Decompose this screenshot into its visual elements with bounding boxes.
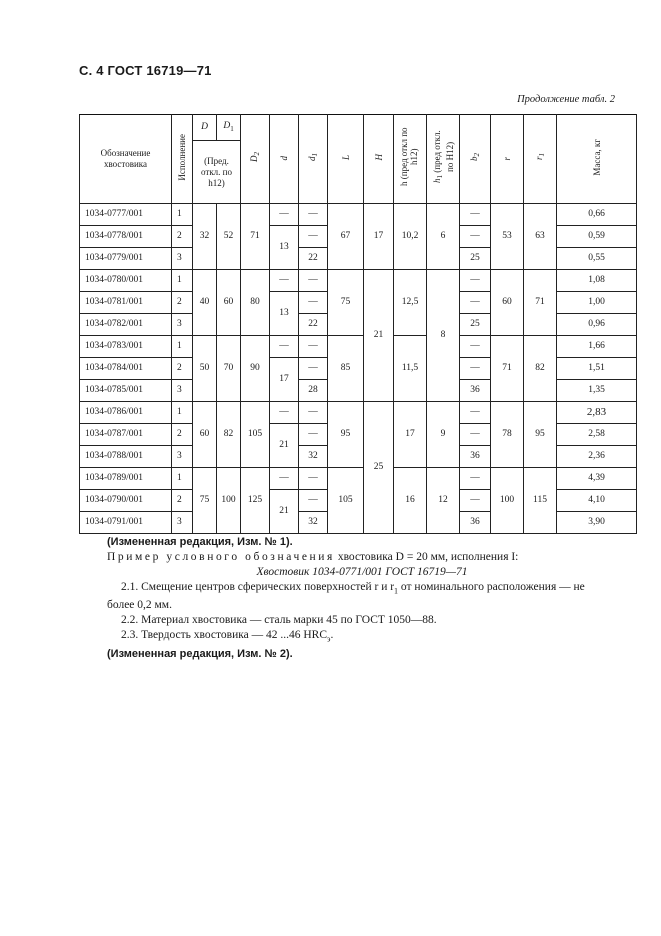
cell-mass: 0,66 <box>557 204 637 226</box>
cell-h1: 8 <box>427 270 460 402</box>
cell-h: 16 <box>394 468 427 534</box>
header-b2: $b_2$ <box>460 115 491 204</box>
cell-mass: 1,35 <box>557 380 637 402</box>
cell-d1: — <box>299 424 328 446</box>
cell-designation: 1034-0788/001 <box>80 446 172 468</box>
cell-d1: — <box>299 490 328 512</box>
cell-r1: 71 <box>524 270 557 336</box>
cell-h: 10,2 <box>394 204 427 270</box>
cell-b2: — <box>460 358 491 380</box>
cell-execution: 3 <box>172 446 193 468</box>
cell-b2: — <box>460 204 491 226</box>
example-code: Хвостовик 1034-0771/001 ГОСТ 16719—71 <box>256 566 468 578</box>
cell-D2: 90 <box>241 336 270 402</box>
cell-designation: 1034-0782/001 <box>80 314 172 336</box>
clause-2-2: 2.2. Материал хвостовика — сталь марки 45 по ГОСТ 1050—88. <box>121 614 437 627</box>
header-D: D <box>193 115 217 141</box>
header-d: d <box>270 115 299 204</box>
cell-d1: — <box>299 468 328 490</box>
cell-h1: 6 <box>427 204 460 270</box>
page-header: С. 4 ГОСТ 16719—71 <box>79 63 212 78</box>
table-row <box>80 204 637 226</box>
cell-D2: 105 <box>241 402 270 468</box>
header-r1: $r_1$ <box>524 115 557 204</box>
cell-mass: 2,58 <box>557 424 637 446</box>
cell-d1: — <box>299 402 328 424</box>
change-note-1: (Измененная редакция, Изм. № 1). <box>107 536 293 548</box>
cell-execution: 3 <box>172 380 193 402</box>
cell-L: 105 <box>328 468 364 534</box>
cell-b2: — <box>460 424 491 446</box>
cell-d: 17 <box>270 358 299 402</box>
cell-execution: 1 <box>172 402 193 424</box>
cell-b2: — <box>460 336 491 358</box>
cell-execution: 2 <box>172 226 193 248</box>
notes-section <box>107 535 617 662</box>
header-L: L <box>328 115 364 204</box>
cell-d1: 22 <box>299 248 328 270</box>
cell-d: — <box>270 204 299 226</box>
cell-execution: 2 <box>172 424 193 446</box>
cell-D2: 125 <box>241 468 270 534</box>
cell-h: 17 <box>394 402 427 468</box>
cell-designation: 1034-0784/001 <box>80 358 172 380</box>
cell-L: 67 <box>328 204 364 270</box>
cell-b2: — <box>460 490 491 512</box>
cell-r1: 95 <box>524 402 557 468</box>
cell-r1: 115 <box>524 468 557 534</box>
cell-d: — <box>270 336 299 358</box>
table-row <box>80 336 637 358</box>
cell-execution: 3 <box>172 248 193 270</box>
cell-mass: 2,36 <box>557 446 637 468</box>
cell-L: 75 <box>328 270 364 336</box>
cell-b2: 25 <box>460 248 491 270</box>
cell-designation: 1034-0791/001 <box>80 512 172 534</box>
cell-execution: 3 <box>172 314 193 336</box>
cell-d: — <box>270 402 299 424</box>
cell-D: 40 <box>193 270 217 336</box>
cell-h: 11,5 <box>394 336 427 402</box>
dimensions-table <box>79 114 637 534</box>
cell-mass: 0,96 <box>557 314 637 336</box>
table-row <box>80 402 637 424</box>
header-mass: Масса, кг <box>557 115 637 204</box>
cell-d: 21 <box>270 424 299 468</box>
cell-mass: 4,10 <box>557 490 637 512</box>
cell-execution: 2 <box>172 490 193 512</box>
cell-designation: 1034-0780/001 <box>80 270 172 292</box>
cell-b2: — <box>460 270 491 292</box>
cell-execution: 1 <box>172 468 193 490</box>
header-D2: $D_2$ <box>241 115 270 204</box>
cell-r: 53 <box>491 204 524 270</box>
header-designation: Обозначение хвостовика <box>80 115 172 204</box>
cell-r: 78 <box>491 402 524 468</box>
cell-execution: 2 <box>172 358 193 380</box>
cell-designation: 1034-0785/001 <box>80 380 172 402</box>
cell-mass: 1,66 <box>557 336 637 358</box>
cell-d: 13 <box>270 226 299 270</box>
cell-execution: 2 <box>172 292 193 314</box>
cell-h1: 9 <box>427 402 460 468</box>
cell-designation: 1034-0779/001 <box>80 248 172 270</box>
cell-designation: 1034-0789/001 <box>80 468 172 490</box>
cell-D1: 52 <box>217 204 241 270</box>
cell-d1: 28 <box>299 380 328 402</box>
table-row <box>80 270 637 292</box>
cell-d1: 22 <box>299 314 328 336</box>
cell-d: 21 <box>270 490 299 534</box>
header-tolerance: (Пред. откл. по h12) <box>193 141 241 204</box>
cell-r: 71 <box>491 336 524 402</box>
cell-d1: — <box>299 226 328 248</box>
cell-d1: — <box>299 336 328 358</box>
cell-H: 21 <box>364 270 394 402</box>
cell-mass: 1,51 <box>557 358 637 380</box>
cell-b2: 36 <box>460 446 491 468</box>
cell-mass: 3,90 <box>557 512 637 534</box>
clause-2-1-cont: более 0,2 мм. <box>107 599 172 612</box>
cell-D1: 60 <box>217 270 241 336</box>
cell-designation: 1034-0787/001 <box>80 424 172 446</box>
cell-D: 75 <box>193 468 217 534</box>
cell-b2: — <box>460 226 491 248</box>
cell-d1: — <box>299 270 328 292</box>
cell-designation: 1034-0778/001 <box>80 226 172 248</box>
clause-2-1: 2.1. Смещение центров сферических поверхностей r и $r_1$ от номинального расположения — не <box>121 581 585 596</box>
cell-designation: 1034-0786/001 <box>80 402 172 424</box>
example-line: Пример условного обозначения хвостовика D = 20 мм, исполнения I: <box>107 551 519 563</box>
cell-b2: 36 <box>460 512 491 534</box>
cell-execution: 1 <box>172 336 193 358</box>
cell-d1: — <box>299 204 328 226</box>
cell-designation: 1034-0777/001 <box>80 204 172 226</box>
cell-b2: — <box>460 292 491 314</box>
cell-D1: 100 <box>217 468 241 534</box>
cell-mass: 1,08 <box>557 270 637 292</box>
cell-execution: 1 <box>172 270 193 292</box>
cell-d1: — <box>299 358 328 380</box>
cell-designation: 1034-0783/001 <box>80 336 172 358</box>
cell-d: — <box>270 468 299 490</box>
cell-r1: 82 <box>524 336 557 402</box>
cell-designation: 1034-0781/001 <box>80 292 172 314</box>
cell-D2: 80 <box>241 270 270 336</box>
cell-execution: 3 <box>172 512 193 534</box>
cell-D: 60 <box>193 402 217 468</box>
cell-r: 100 <box>491 468 524 534</box>
cell-d1: — <box>299 292 328 314</box>
cell-mass: 0,55 <box>557 248 637 270</box>
header-d1: $d_1$ <box>299 115 328 204</box>
header-execution: Исполнение <box>172 115 193 204</box>
cell-b2: — <box>460 402 491 424</box>
header-h: h (пред откл по h12) <box>394 115 427 204</box>
cell-d1: 32 <box>299 512 328 534</box>
table-row <box>80 468 637 490</box>
cell-D: 32 <box>193 204 217 270</box>
cell-designation: 1034-0790/001 <box>80 490 172 512</box>
cell-L: 95 <box>328 402 364 468</box>
table-continuation-label: Продолжение табл. 2 <box>517 94 615 105</box>
cell-mass: 2,83 <box>557 402 637 424</box>
cell-d1: 32 <box>299 446 328 468</box>
header-D1: $D_1$ <box>217 115 241 141</box>
cell-mass: 1,00 <box>557 292 637 314</box>
cell-mass: 0,59 <box>557 226 637 248</box>
header-r: r <box>491 115 524 204</box>
change-note-2: (Измененная редакция, Изм. № 2). <box>107 647 293 660</box>
clause-2-3: 2.3. Твердость хвостовика — 42 ...46 $HRC_э$. <box>121 629 334 644</box>
cell-D: 50 <box>193 336 217 402</box>
cell-d: — <box>270 270 299 292</box>
cell-r: 60 <box>491 270 524 336</box>
cell-b2: 25 <box>460 314 491 336</box>
cell-D1: 70 <box>217 336 241 402</box>
cell-h: 12,5 <box>394 270 427 336</box>
cell-H: 17 <box>364 204 394 270</box>
cell-mass: 4,39 <box>557 468 637 490</box>
cell-execution: 1 <box>172 204 193 226</box>
cell-b2: 36 <box>460 380 491 402</box>
header-H: H <box>364 115 394 204</box>
cell-r1: 63 <box>524 204 557 270</box>
cell-D2: 71 <box>241 204 270 270</box>
cell-L: 85 <box>328 336 364 402</box>
cell-d: 13 <box>270 292 299 336</box>
cell-b2: — <box>460 468 491 490</box>
cell-h1: 12 <box>427 468 460 534</box>
cell-D1: 82 <box>217 402 241 468</box>
cell-H: 25 <box>364 402 394 534</box>
header-h1: $h_1$ (пред откл. по H12) <box>427 115 460 204</box>
